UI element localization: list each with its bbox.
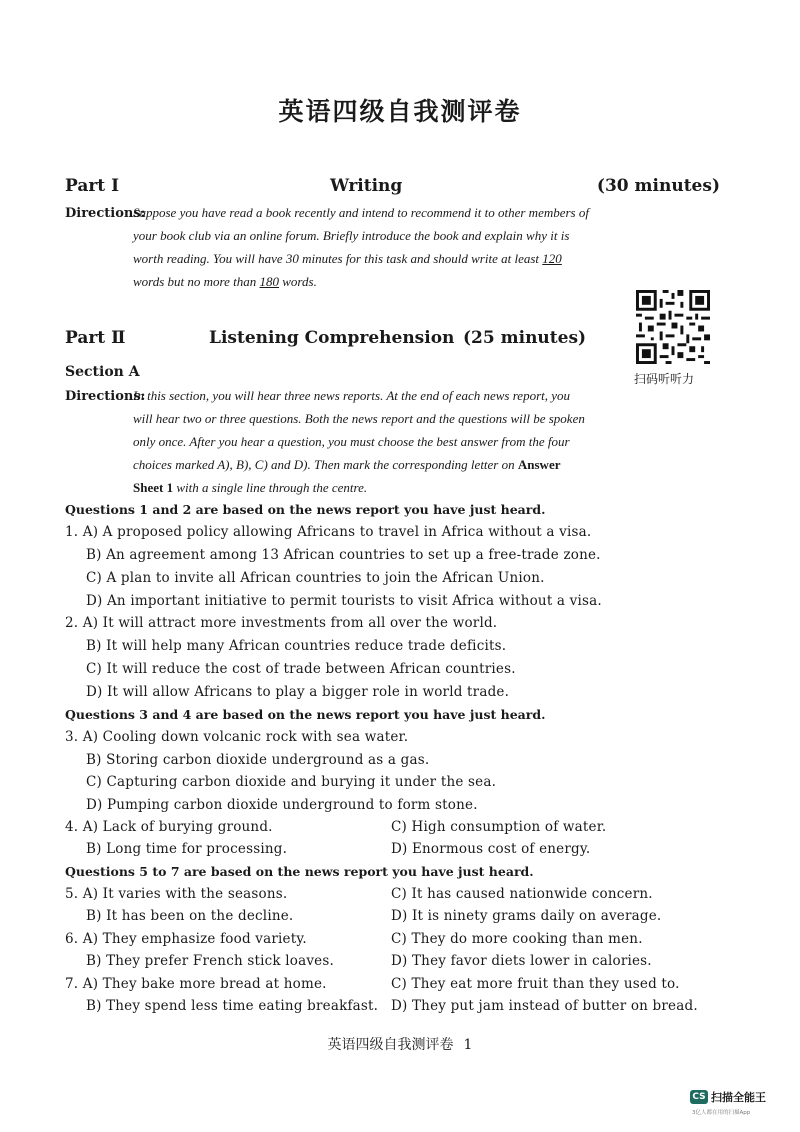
part-1-directions-line: worth reading. You will have 30 minutes for this task and should write at least 120 bbox=[133, 251, 562, 266]
answer-sheet-ref: Sheet 1 bbox=[133, 480, 174, 495]
part-1-name: Writing bbox=[330, 176, 403, 196]
question-option: B) It will help many African countries reduce trade deficits. bbox=[86, 638, 507, 654]
question-option: B) Storing carbon dioxide underground as a gas. bbox=[86, 752, 430, 768]
question-option: B) They prefer French stick loaves. bbox=[86, 953, 334, 969]
question-option: 6. A) They emphasize food variety. bbox=[65, 931, 307, 947]
question-option: 5. A) It varies with the seasons. bbox=[65, 886, 288, 902]
answer-sheet-ref: Answer bbox=[517, 457, 561, 472]
question-option: D) Enormous cost of energy. bbox=[391, 841, 591, 857]
watermark-tagline: 3亿人都在用的扫描App bbox=[692, 1110, 751, 1116]
question-option: C) They do more cooking than men. bbox=[391, 931, 643, 947]
qr-code-icon[interactable] bbox=[636, 290, 710, 364]
question-option: 3. A) Cooling down volcanic rock with sea water. bbox=[65, 729, 409, 745]
part-1-time: (30 minutes) bbox=[596, 176, 720, 196]
question-group-header: Questions 3 and 4 are based on the news report you have just heard. bbox=[65, 707, 546, 722]
question-option: D) They put jam instead of butter on bread. bbox=[391, 998, 698, 1014]
question-option: C) A plan to invite all African countries to join the African Union. bbox=[86, 570, 545, 586]
part-2-directions-line: will hear two or three questions. Both the news report and the questions will be spoken bbox=[133, 411, 585, 426]
watermark-name: 扫描全能王 bbox=[711, 1090, 766, 1104]
word-min: 120 bbox=[542, 251, 562, 266]
question-option: C) It will reduce the cost of trade between African countries. bbox=[86, 661, 516, 677]
question-group-header: Questions 5 to 7 are based on the news report you have just heard. bbox=[65, 864, 534, 879]
part-2-directions-line: only once. After you hear a question, you must choose the best answer from the four bbox=[133, 434, 570, 449]
section-a-heading: Section A bbox=[65, 364, 140, 380]
question-option: B) It has been on the decline. bbox=[86, 908, 294, 924]
part-2-header bbox=[65, 328, 585, 354]
question-option: C) Capturing carbon dioxide and burying it under the sea. bbox=[86, 774, 497, 790]
question-option: C) It has caused nationwide concern. bbox=[391, 886, 653, 902]
question-option: D) Pumping carbon dioxide underground to form stone. bbox=[86, 797, 478, 813]
scanner-watermark bbox=[690, 1086, 766, 1105]
question-option: C) They eat more fruit than they used to. bbox=[391, 976, 680, 992]
question-option: B) Long time for processing. bbox=[86, 841, 288, 857]
part-1-directions-line: words but no more than 180 words. bbox=[133, 274, 317, 289]
page-title: 英语四级自我测评卷 bbox=[278, 97, 522, 126]
part-2-directions-line: Sheet 1 with a single line through the centre. bbox=[133, 480, 368, 495]
part-1-header bbox=[65, 176, 720, 202]
question-option: 4. A) Lack of burying ground. bbox=[65, 819, 273, 835]
part-1-directions-line: your book club via an online forum. Briefly introduce the book and explain why it is bbox=[133, 228, 570, 243]
part-1-directions-line: Suppose you have read a book recently and intend to recommend it to other members of bbox=[133, 205, 589, 220]
camscanner-logo-icon: CS bbox=[690, 1090, 708, 1104]
question-option: B) They spend less time eating breakfast. bbox=[86, 998, 379, 1014]
part-2-directions-line: In this section, you will hear three news reports. At the end of each news report, you bbox=[133, 388, 571, 403]
page-number: 1 bbox=[463, 1037, 473, 1053]
part-2-directions-line: choices marked A), B), C) and D). Then mark the corresponding letter on Answer bbox=[133, 457, 561, 472]
part-2-name: Listening Comprehension bbox=[209, 328, 455, 348]
qr-code-label: 扫码听听力 bbox=[634, 372, 695, 386]
part-2-time: (25 minutes) bbox=[463, 328, 587, 348]
footer-title: 英语四级自我测评卷 bbox=[327, 1037, 454, 1053]
part-2-directions-label: Directions: bbox=[65, 389, 146, 404]
question-group-header: Questions 1 and 2 are based on the news report you have just heard. bbox=[65, 502, 546, 517]
question-option: D) It is ninety grams daily on average. bbox=[391, 908, 662, 924]
question-option: B) An agreement among 13 African countries to set up a free-trade zone. bbox=[86, 547, 601, 563]
question-option: D) They favor diets lower in calories. bbox=[391, 953, 652, 969]
part-1-directions-label: Directions: bbox=[65, 206, 146, 221]
question-option: 2. A) It will attract more investments from all over the world. bbox=[65, 615, 498, 631]
part-2-label: Part Ⅱ bbox=[65, 328, 126, 348]
word-max: 180 bbox=[259, 274, 280, 289]
question-option: D) It will allow Africans to play a bigger role in world trade. bbox=[86, 684, 510, 700]
question-option: 7. A) They bake more bread at home. bbox=[65, 976, 327, 992]
question-option: C) High consumption of water. bbox=[391, 819, 607, 835]
question-option: D) An important initiative to permit tourists to visit Africa without a visa. bbox=[86, 593, 602, 609]
page-footer bbox=[0, 1034, 800, 1054]
question-option: 1. A) A proposed policy allowing Africans to travel in Africa without a visa. bbox=[65, 524, 592, 540]
part-1-label: Part Ⅰ bbox=[65, 176, 120, 196]
